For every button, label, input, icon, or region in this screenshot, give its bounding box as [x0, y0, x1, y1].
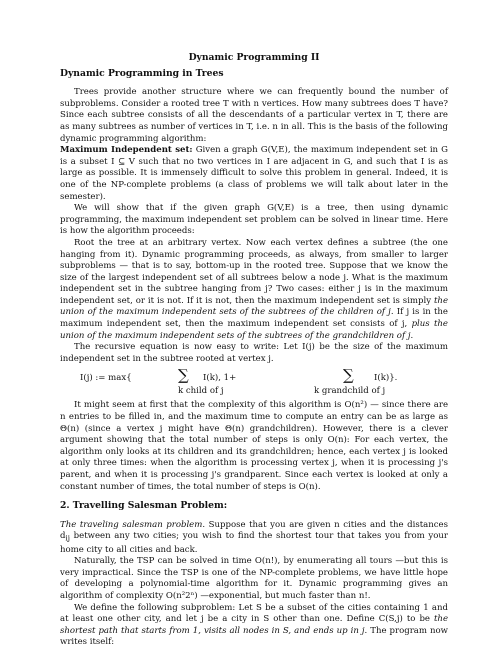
distance-subscript: ij: [65, 534, 70, 544]
equation-lhs: I(j) := max{: [80, 373, 132, 384]
tsp-term: The traveling salesman problem: [60, 519, 203, 530]
section-heading-trees: Dynamic Programming in Trees: [60, 67, 224, 79]
term-max-independent-set: Maximum Independent set:: [60, 145, 193, 156]
tsp-intro-text-1: . Suppose that you are given n cities and the distances d: [60, 519, 449, 542]
sum-index-children: k child of j: [178, 386, 224, 397]
paragraph-tsp-intro: [60, 520, 448, 556]
paragraph-tree-claim: We will show that if the given graph G(V,E) is a tree, then using dynamic programming, the maximum independent set problem can be solved in linear time. Here is how the algorithm proceeds:: [60, 203, 448, 237]
sum-symbol-children: ∑: [178, 366, 189, 385]
sum-index-grandchildren: k grandchild of j: [314, 386, 386, 397]
paragraph-intro: Trees provide another structure where we can frequently bound the number of subproblems. Consider a rooted tree T with n vertices. How many subtrees does T have? Since each subtree consists of all the descendants of a particular vertex in T, there are as many subtrees as number of vertices in T, i.e. n in all. This is the basis of the following dynamic programming algorithm:: [60, 87, 448, 144]
algorithm-text-3: .: [410, 330, 414, 341]
paragraph-complexity: It might seem at first that the complexity of this algorithm is O(n²) — since there are n entries to be filled in, and the maximum time to compute an entry can be as large as Θ(n) (since a vertex j might have Θ(n) grandchildren). However, there is a clever argument showing that the total number of steps is only O(n): For each vertex, the algorithm only looks at its children and its grandchildren; hence, each vertex j is looked at only three times: when the algorithm is processing vertex j, when it is processing j's parent, and when it is processing j's grandparent. Since each vertex is looked at only a constant number of times, the total number of steps is O(n).: [60, 400, 448, 492]
algorithm-text-2: . If j is in the maximum independent set, then the maximum independent set consists of j,: [60, 307, 448, 330]
paragraph-tsp-subproblem: [60, 603, 448, 649]
subproblem-text-2: . The program now writes itself:: [60, 625, 448, 648]
section-heading-tsp: 2. Travelling Salesman Problem:: [60, 500, 228, 512]
sum-symbol-grandchildren: ∑: [343, 366, 354, 385]
document-title: Dynamic Programming II: [188, 52, 320, 63]
algorithm-text-1: Root the tree at an arbitrary vertex. Now each vertex defines a subtree (the one hanging from it). Dynamic programming proceeds, as always, from smaller to larger subproblems — that is to say, bottom-up in the rooted tree. Suppose that we know the size of the largest independent set of all subtrees below a node j. What is the maximum independent set in the subtree hanging from j? Two cases: either j is in the maximum independent set, or it is not. If it is not, then the maximum independent set is simply: [60, 237, 448, 306]
paragraph-recursive-eq: The recursive equation is now easy to write: Let I(j) be the size of the maximum independent set in the subtree rooted at vertex j.: [60, 342, 448, 364]
equation-term-children: I(k), 1+: [203, 373, 237, 384]
subproblem-text-1: We define the following subproblem: Let S be a subset of the cities containing 1 and at least one other city, and let j be a city in S other than one. Define C(S,j) to be: [60, 602, 448, 625]
tsp-intro-text-2: between any two cities; you wish to find the shortest tour that takes you from your home city to all cities and back.: [60, 531, 448, 555]
paragraph-tsp-complexity: Naturally, the TSP can be solved in time O(n!), by enumerating all tours —but this is very impractical. Since the TSP is one of the NP-complete problems, we have little hope of developing a polynomial-time algorithm for it. Dynamic programming gives an algorithm of complexity O(n²2ⁿ) —exponential, but much faster than n!.: [60, 556, 448, 602]
recurrence-equation: [60, 368, 448, 396]
subproblem-emph: the shortest path that starts from 1, visits all nodes in S, and ends up in j: [60, 614, 448, 636]
algorithm-emph-1: the union of the maximum independent sets of the subtrees of the children of j: [60, 295, 448, 318]
equation-term-grandchildren: I(k)}.: [374, 373, 398, 384]
mis-definition-text: Given a graph G(V,E), the maximum independent set in G is a subset I ⊆ V such that no two vertices in I are adjacent in G, and such that I is as large as possible. It is immensely difficult to solve this problem in general. Indeed, it is one of the NP-complete problems (a class of problems we will talk about later in the semester).: [60, 145, 448, 202]
algorithm-emph-2: plus the union of the maximum independent sets of the subtrees of the grandchildren of j: [60, 319, 448, 341]
paragraph-algorithm: [60, 238, 448, 342]
paragraph-mis-definition: [60, 145, 448, 203]
